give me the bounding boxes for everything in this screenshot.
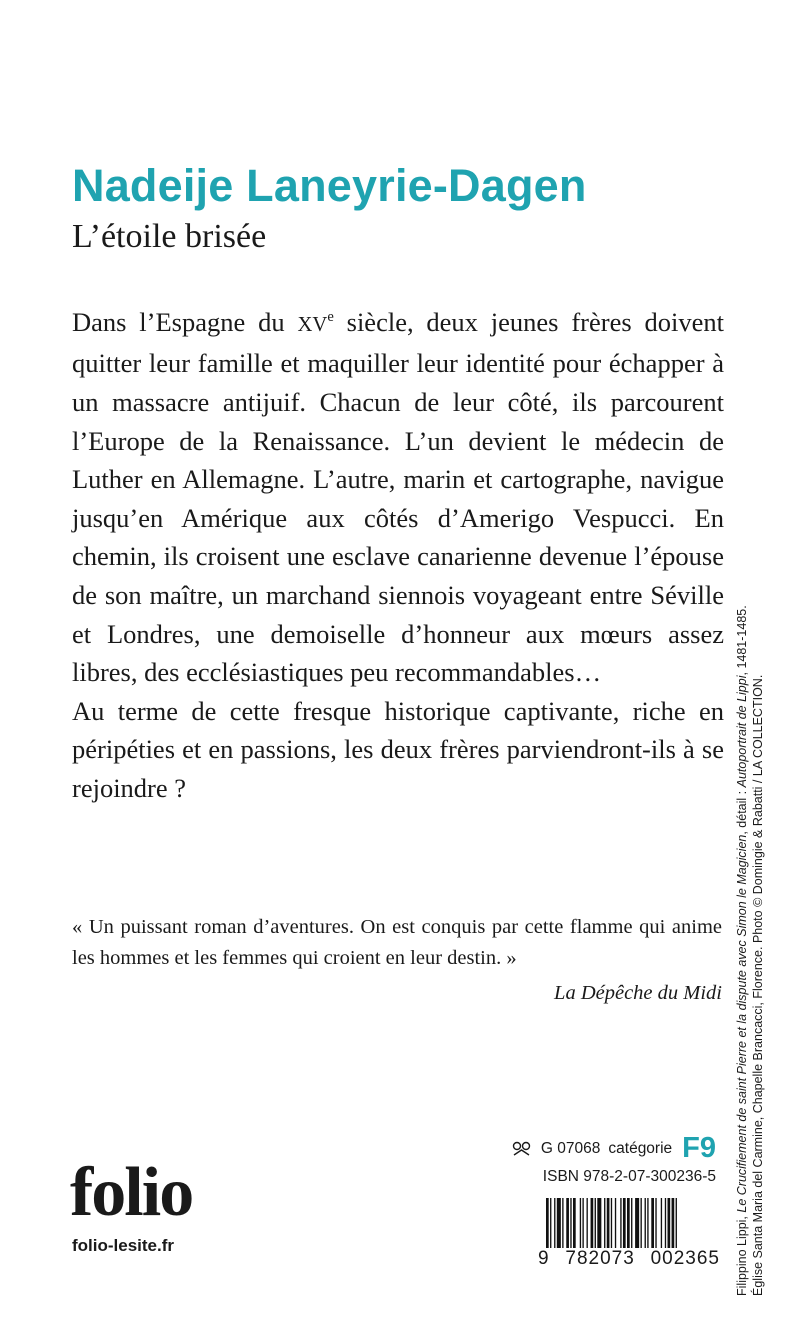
- blurb: [72, 298, 724, 808]
- quote-source: La Dépêche du Midi: [554, 982, 722, 1004]
- barcode-bar: [587, 1198, 588, 1248]
- isbn: ISBN 978-2-07-300236-5: [542, 1168, 716, 1185]
- barcode-number: [538, 1248, 720, 1270]
- barcode-bar: [607, 1198, 610, 1248]
- barcode-bar: [668, 1198, 671, 1248]
- blurb-paragraph-1: Dans l’Espagne du XVe siècle, deux jeunes frères doivent quitter leur famille et maquiller leur identité pour échapper à un massacre antijuif. Chacun de leur côté, ils parcourent l’Europe de la Renaissance. L’un devient le médecin de Luther en Allemagne. L’autre, marin et cartographe, navigue jusqu’en Amérique aux côtés d’Amerigo Vespucci. En chemin, ils croisent une esclave canarienne devenue l’épouse de son maître, un marchand siennois voyageant entre Séville et Londres, une demoiselle d’honneur aux mœurs assez libres, des ecclésiastiques peu recommandables…: [72, 306, 724, 688]
- recycle-icon: [511, 1141, 533, 1157]
- barcode-digits-right: 002365: [650, 1248, 720, 1269]
- barcode-bar: [645, 1198, 646, 1248]
- barcode-bar: [580, 1198, 581, 1248]
- barcode-bar: [615, 1198, 616, 1248]
- barcode-bar: [557, 1198, 561, 1248]
- barcode-bar: [623, 1198, 626, 1248]
- barcode-bar: [627, 1198, 630, 1248]
- category-code: F9: [682, 1132, 716, 1164]
- credits-line-2: Église Santa Maria del Carmine, Chapelle Brancacci, Florence. Photo © Domingie & Rabatti / LA COLLECTION.: [751, 674, 765, 1296]
- press-quote: [72, 912, 722, 1009]
- barcode-bar: [570, 1198, 571, 1248]
- barcode-bar: [591, 1198, 594, 1248]
- image-credits: [734, 605, 766, 1296]
- barcode-bar: [546, 1198, 549, 1248]
- barcode-bar: [620, 1198, 621, 1248]
- catalog-info: [511, 1132, 716, 1165]
- barcode-digit-prefix: 9: [538, 1248, 550, 1269]
- barcode-bar: [611, 1198, 612, 1248]
- credits-line-1: Filippino Lippi, Le Crucifiement de saint Pierre et la dispute avec Simon le Magicien, détail : Autoportrait de Lippi, 1481-1485.: [735, 605, 749, 1296]
- barcode-bar: [566, 1198, 569, 1248]
- barcode-bar: [665, 1198, 666, 1248]
- barcode-bar: [651, 1198, 654, 1248]
- folio-logo: folio: [70, 1154, 193, 1231]
- catalog-code: G 07068: [540, 1139, 601, 1157]
- barcode-bar: [604, 1198, 605, 1248]
- barcode-bar: [573, 1198, 576, 1248]
- barcode-bar: [582, 1198, 583, 1248]
- barcode-bar: [554, 1198, 555, 1248]
- barcode-bar: [595, 1198, 596, 1248]
- barcode-bar: [550, 1198, 551, 1248]
- quote-text: « Un puissant roman d’aventures. On est conquis par cette flamme qui anime les hommes et les femmes qui croient en leur destin. »: [72, 916, 722, 969]
- blurb-paragraph-2: Au terme de cette fresque historique captivante, riche en péripéties et en passions, les deux frères parviendront-ils à se rejoindre ?: [72, 695, 724, 803]
- barcode-bar: [635, 1198, 639, 1248]
- publisher-website: folio-lesite.fr: [72, 1236, 175, 1255]
- barcode-bar: [562, 1198, 563, 1248]
- barcode-bar: [647, 1198, 648, 1248]
- barcode-bar: [597, 1198, 601, 1248]
- barcode-bar: [676, 1198, 677, 1248]
- barcode-digits-left: 782073: [565, 1248, 635, 1269]
- barcode-bar: [631, 1198, 632, 1248]
- barcode-bar: [641, 1198, 642, 1248]
- barcode-bar: [661, 1198, 662, 1248]
- book-title: L’étoile brisée: [72, 218, 267, 255]
- barcode-bar: [655, 1198, 656, 1248]
- category-label: catégorie: [608, 1139, 673, 1157]
- barcode-bar: [672, 1198, 675, 1248]
- author-name: Nadeije Laneyrie-Dagen: [72, 160, 587, 211]
- barcode: [546, 1198, 718, 1248]
